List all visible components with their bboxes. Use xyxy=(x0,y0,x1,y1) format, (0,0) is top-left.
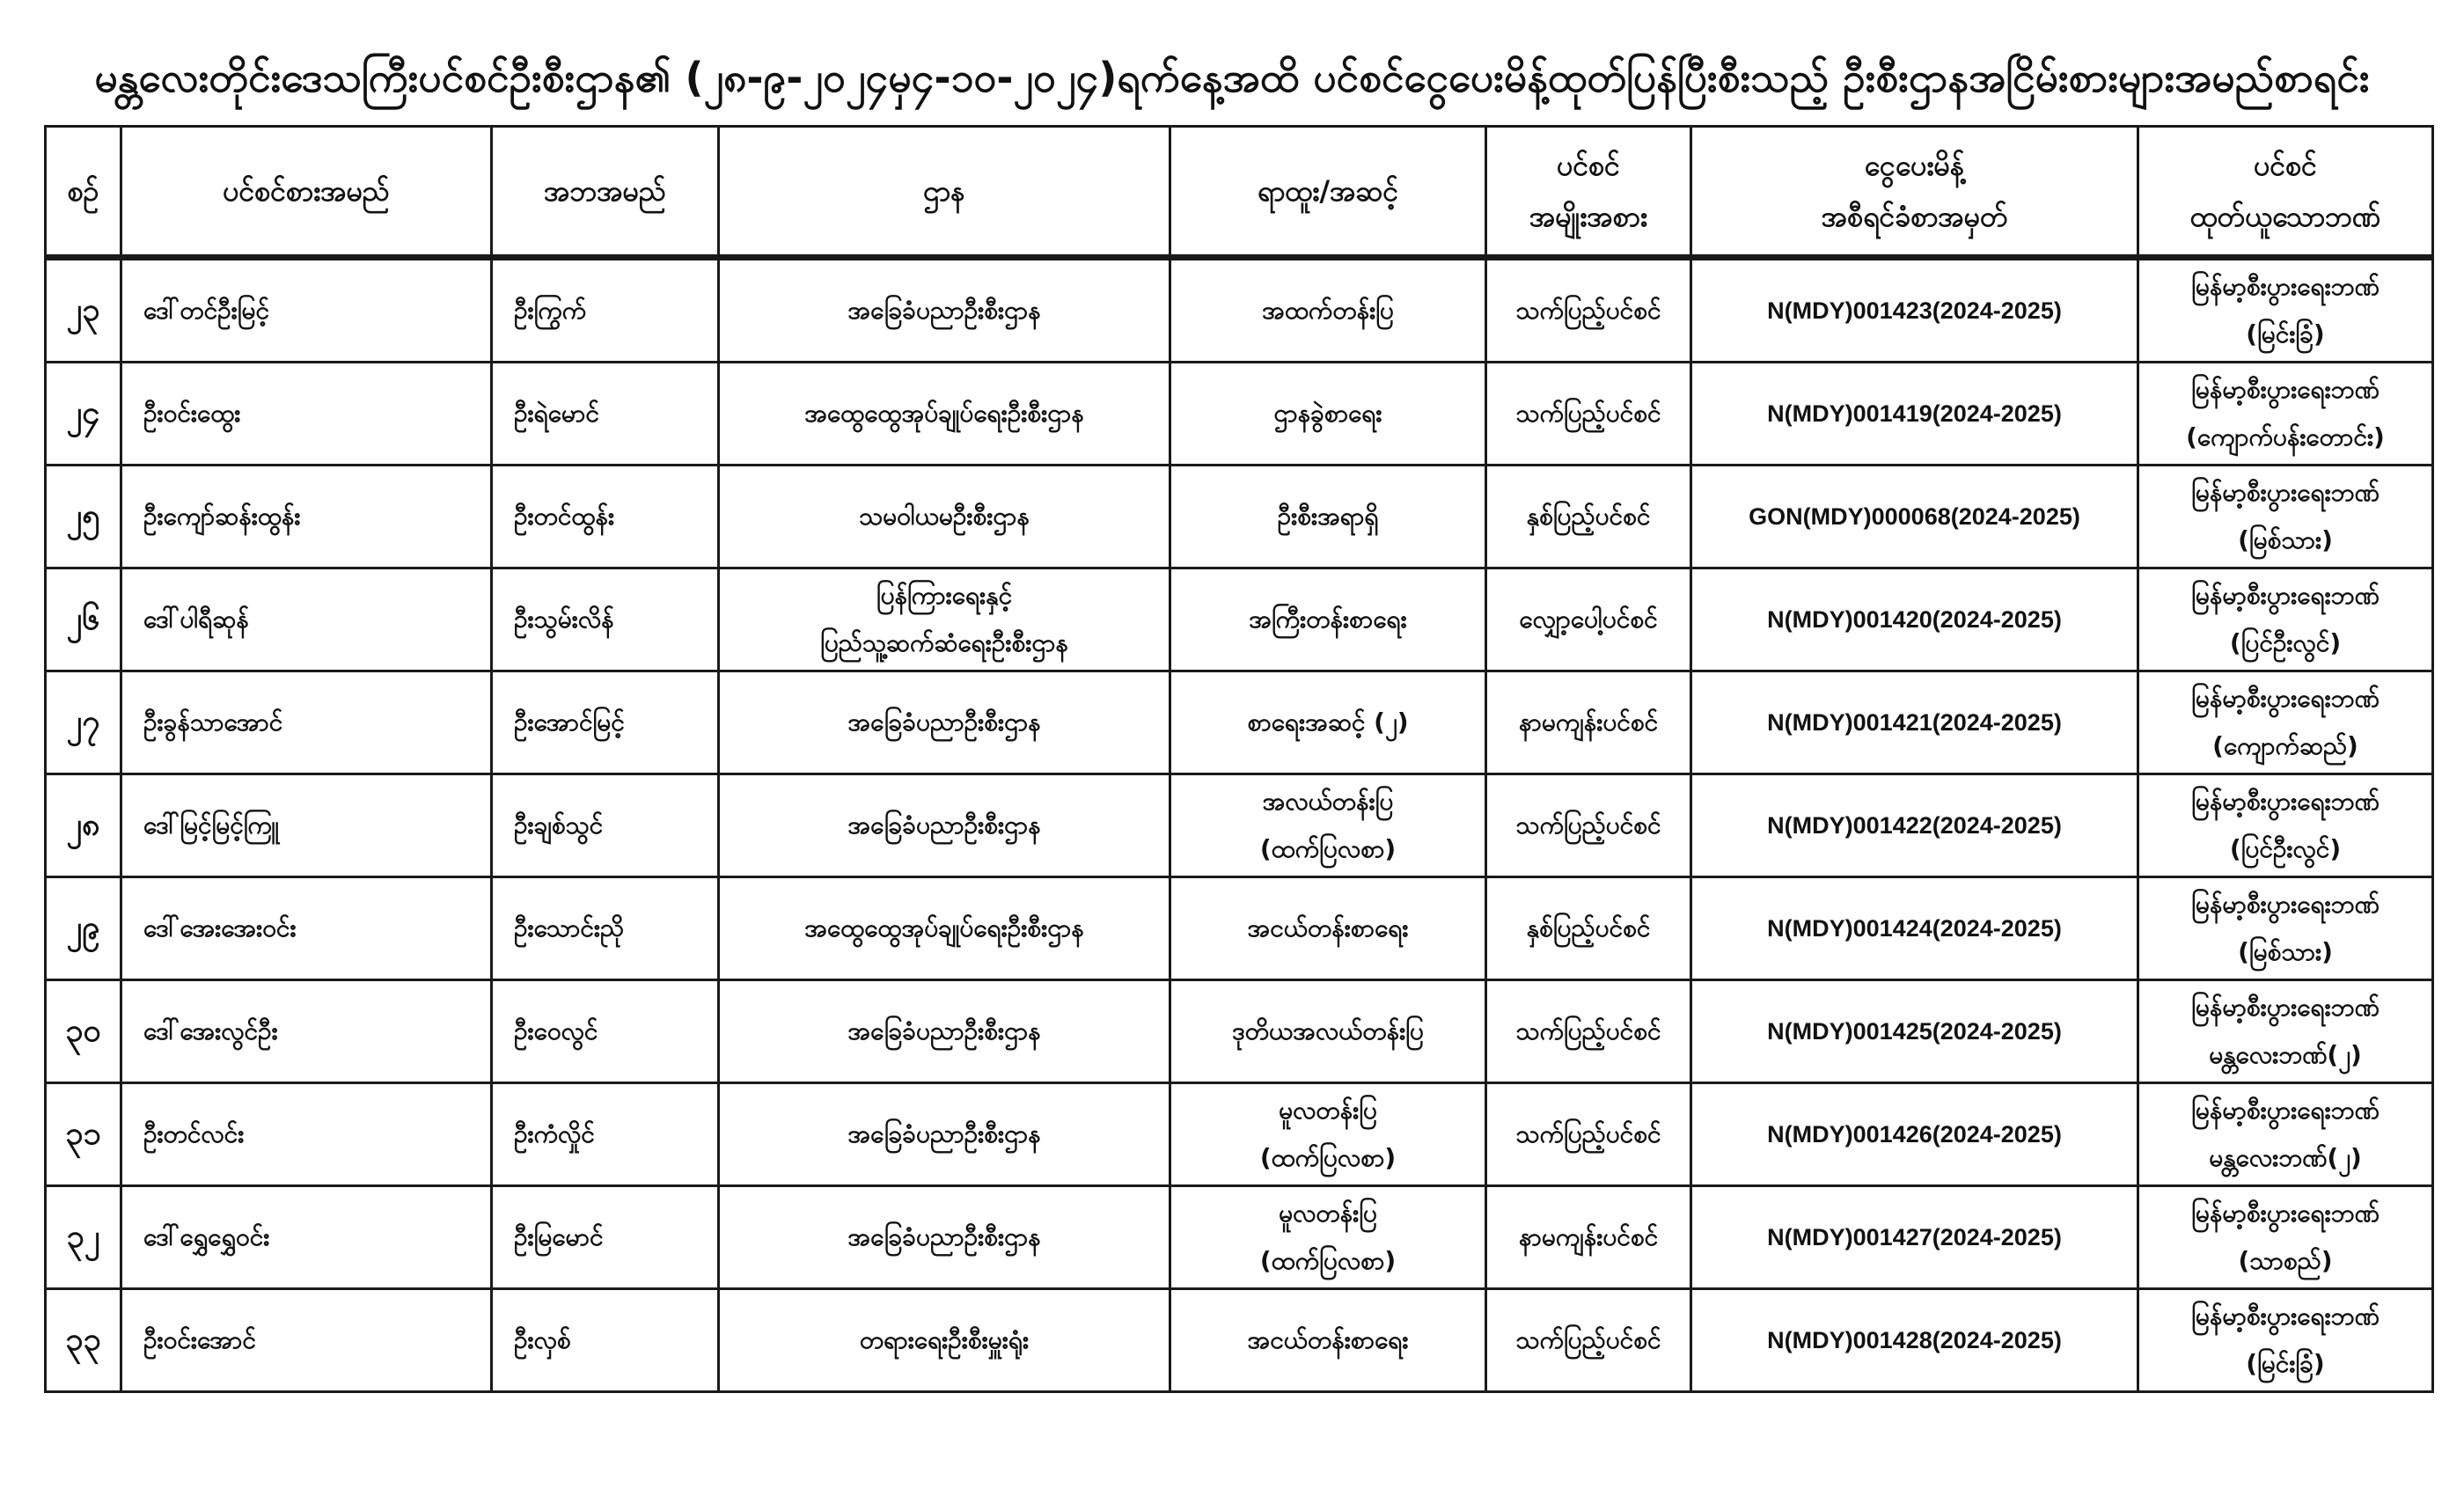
cell-no xyxy=(46,980,121,1083)
cell-no-line: ၃၂ xyxy=(66,1219,100,1255)
cell-rank-line: (ထက်ပြလစာ) xyxy=(1259,1246,1397,1275)
cell-bank xyxy=(2138,363,2433,466)
cell-reg-line: N(MDY)001420(2024-2025) xyxy=(1767,606,2062,633)
cell-name-line: ဒေါ်အေးအေးဝင်း xyxy=(143,913,297,942)
table-row xyxy=(46,1186,2433,1289)
cell-type xyxy=(1486,466,1691,568)
cell-bank-line: (ကျောက်ဆည်) xyxy=(2212,731,2358,760)
cell-no xyxy=(46,363,121,466)
cell-bank xyxy=(2138,1186,2433,1289)
cell-no xyxy=(46,877,121,980)
cell-reg xyxy=(1691,363,2138,466)
cell-reg-line: GON(MDY)000068(2024-2025) xyxy=(1749,503,2080,530)
cell-rank xyxy=(1170,568,1486,671)
cell-type xyxy=(1486,774,1691,877)
cell-father-line: ဦးချစ်သွင် xyxy=(514,810,604,840)
cell-reg xyxy=(1691,980,2138,1083)
cell-dept-line: သမဝါယမဦးစီးဌာန xyxy=(859,502,1030,531)
header-name: ပင်စင်စားအမည် xyxy=(121,127,492,258)
cell-reg-line: N(MDY)001428(2024-2025) xyxy=(1767,1327,2062,1353)
cell-bank xyxy=(2138,258,2433,363)
cell-name xyxy=(121,258,492,363)
cell-name xyxy=(121,1289,492,1392)
cell-reg xyxy=(1691,774,2138,877)
table-body xyxy=(46,258,2433,1392)
cell-name-line: ဒေါ်ပါရီဆုန် xyxy=(143,605,249,634)
cell-no-line: ၂၇ xyxy=(66,704,100,740)
cell-rank-line: အထက်တန်းပြ xyxy=(1262,296,1394,325)
cell-reg xyxy=(1691,877,2138,980)
cell-father xyxy=(492,568,719,671)
pension-table xyxy=(44,125,2434,1393)
cell-bank xyxy=(2138,1083,2433,1186)
cell-dept-line: တရားရေးဦးစီးမှူးရုံး xyxy=(859,1325,1030,1354)
cell-no xyxy=(46,568,121,671)
cell-bank-line: မြန်မာ့စီးပွားရေးဘဏ် xyxy=(2191,1302,2380,1331)
cell-type-line: နှစ်ပြည့်ပင်စင် xyxy=(1526,502,1651,531)
cell-name xyxy=(121,466,492,568)
cell-rank-line: မူလတန်းပြ xyxy=(1279,1199,1377,1228)
cell-bank xyxy=(2138,671,2433,774)
cell-no xyxy=(46,1186,121,1289)
cell-dept xyxy=(719,1289,1170,1392)
cell-father xyxy=(492,980,719,1083)
cell-bank-line: (သာစည်) xyxy=(2238,1246,2333,1275)
cell-father-line: ဦးကံလှိုင် xyxy=(514,1119,595,1148)
cell-reg-line: N(MDY)001421(2024-2025) xyxy=(1767,709,2062,736)
cell-rank xyxy=(1170,671,1486,774)
header-type-line2: အမျိုးအစား xyxy=(1529,200,1648,233)
header-rank: ရာထူး/အဆင့် xyxy=(1170,127,1486,258)
header-row xyxy=(46,127,2433,258)
cell-dept xyxy=(719,568,1170,671)
cell-dept xyxy=(719,774,1170,877)
cell-rank-line: စာရေးအဆင့် (၂) xyxy=(1247,708,1409,737)
cell-bank xyxy=(2138,774,2433,877)
header-bank-line1: ပင်စင် xyxy=(2254,149,2317,182)
cell-father xyxy=(492,671,719,774)
header-bank-line2: ထုတ်ယူသောဘဏ် xyxy=(2189,200,2381,233)
cell-reg xyxy=(1691,258,2138,363)
cell-father-line: ဦးကြွက် xyxy=(514,296,587,325)
cell-dept xyxy=(719,877,1170,980)
cell-father xyxy=(492,1083,719,1186)
cell-bank-line: မြန်မာ့စီးပွားရေးဘဏ် xyxy=(2191,993,2380,1022)
cell-name-line: ဒေါ်မြင့်မြင့်ကြူ xyxy=(143,810,279,840)
cell-type xyxy=(1486,1083,1691,1186)
cell-dept xyxy=(719,1083,1170,1186)
cell-no-line: ၃၁ xyxy=(65,1116,101,1152)
cell-rank xyxy=(1170,466,1486,568)
cell-father xyxy=(492,1289,719,1392)
cell-type xyxy=(1486,1186,1691,1289)
cell-dept xyxy=(719,1186,1170,1289)
cell-bank-line: (မြစ်သား) xyxy=(2238,525,2333,554)
cell-name xyxy=(121,980,492,1083)
cell-name-line: ဦးဝင်းထွေး xyxy=(143,399,241,428)
cell-no xyxy=(46,1289,121,1392)
cell-dept-line: အခြေခံပညာဦးစီးဌာန xyxy=(847,1119,1041,1148)
cell-reg-line: N(MDY)001427(2024-2025) xyxy=(1767,1224,2062,1250)
cell-no xyxy=(46,671,121,774)
cell-rank-line: ဌာနခွဲစာရေး xyxy=(1273,399,1382,428)
cell-dept-line: အထွေထွေအုပ်ချုပ်ရေးဦးစီးဌာန xyxy=(804,399,1084,428)
cell-father xyxy=(492,258,719,363)
cell-reg-line: N(MDY)001423(2024-2025) xyxy=(1767,297,2062,324)
cell-dept-line: အခြေခံပညာဦးစီးဌာန xyxy=(847,708,1041,737)
cell-type xyxy=(1486,877,1691,980)
cell-dept xyxy=(719,258,1170,363)
table-row xyxy=(46,466,2433,568)
cell-rank xyxy=(1170,258,1486,363)
cell-name-line: ဦးကျော်ဆန်းထွန်း xyxy=(143,502,301,531)
cell-reg xyxy=(1691,1289,2138,1392)
cell-no-line: ၂၄ xyxy=(66,395,100,431)
cell-type-line: နာမကျန်းပင်စင် xyxy=(1518,1222,1659,1251)
cell-bank-line: (မြင်းခြံ) xyxy=(2246,319,2325,348)
cell-name-line: ဦးတင်လင်း xyxy=(143,1119,245,1148)
cell-no xyxy=(46,774,121,877)
cell-rank xyxy=(1170,980,1486,1083)
cell-type-line: လျှော့ပေါ့ပင်စင် xyxy=(1519,605,1658,634)
cell-father xyxy=(492,363,719,466)
cell-father-line: ဦးအောင်မြင့် xyxy=(514,708,625,737)
cell-rank-line: ဒုတိယအလယ်တန်းပြ xyxy=(1232,1016,1424,1045)
cell-bank-line: မြန်မာ့စီးပွားရေးဘဏ် xyxy=(2191,890,2380,919)
cell-no-line: ၂၃ xyxy=(66,292,100,328)
cell-name-line: ဦးဝင်းအောင် xyxy=(143,1325,256,1354)
cell-rank xyxy=(1170,774,1486,877)
header-reg-line1: ငွေပေးမိန့် xyxy=(1864,149,1965,182)
cell-rank-line: အငယ်တန်းစာရေး xyxy=(1247,913,1409,942)
cell-name-line: ဒေါ်တင်ဦးမြင့် xyxy=(143,296,270,325)
cell-father-line: ဦးလှစ် xyxy=(514,1325,571,1354)
cell-rank-line: အငယ်တန်းစာရေး xyxy=(1247,1325,1409,1354)
cell-reg xyxy=(1691,568,2138,671)
cell-bank-line: မြန်မာ့စီးပွားရေးဘဏ် xyxy=(2191,478,2380,507)
cell-father-line: ဦးသွမ်းလိန် xyxy=(514,605,614,634)
cell-reg xyxy=(1691,466,2138,568)
cell-bank xyxy=(2138,466,2433,568)
cell-type-line: သက်ပြည့်ပင်စင် xyxy=(1515,1325,1661,1354)
cell-bank-line: မြန်မာ့စီးပွားရေးဘဏ် xyxy=(2191,1096,2380,1125)
cell-reg xyxy=(1691,1186,2138,1289)
cell-father-line: ဦးရဲမောင် xyxy=(514,399,599,428)
cell-bank-line: မြန်မာ့စီးပွားရေးဘဏ် xyxy=(2191,787,2380,816)
cell-bank-line: (ပြင်ဦးလွင်) xyxy=(2229,628,2342,657)
document-title: မန္တလေးတိုင်းဒေသကြီးပင်စင်ဦးစီးဌာန၏ (၂၈-၉-၂၀၂၄မှ၄-၁၀-၂၀၂၄)ရက်နေ့အထိ ပင်စင်ငွေပေးမိန့်ထုတ်ပြန်ပြီးစီးသည့် ဦးစီးဌာနအငြိမ်းစားများအမည်စာရင်း xyxy=(94,54,2370,101)
cell-bank-line: မြန်မာ့စီးပွားရေးဘဏ် xyxy=(2191,375,2380,404)
cell-father-line: ဦးတင်ထွန်း xyxy=(514,502,615,531)
header-no: စဉ် xyxy=(46,127,121,258)
cell-bank-line: (ပြင်ဦးလွင်) xyxy=(2229,834,2342,863)
cell-dept-line: ပြည်သူ့ဆက်ဆံရေးဦးစီးဌာန xyxy=(820,628,1068,657)
cell-type-line: သက်ပြည့်ပင်စင် xyxy=(1515,1119,1661,1148)
cell-name xyxy=(121,363,492,466)
header-father: အဘအမည် xyxy=(492,127,719,258)
cell-dept-line: အခြေခံပညာဦးစီးဌာန xyxy=(847,296,1041,325)
cell-name-line: ဒေါ်အေးလွင်ဦး xyxy=(143,1016,278,1045)
cell-rank xyxy=(1170,1083,1486,1186)
header-bank xyxy=(2138,127,2433,258)
cell-type xyxy=(1486,568,1691,671)
cell-type-line: နှစ်ပြည့်ပင်စင် xyxy=(1526,913,1651,942)
cell-father-line: ဦးမြမောင် xyxy=(514,1222,604,1251)
cell-father xyxy=(492,1186,719,1289)
cell-type xyxy=(1486,363,1691,466)
header-dept: ဌာန xyxy=(719,127,1170,258)
cell-type xyxy=(1486,980,1691,1083)
cell-type-line: နာမကျန်းပင်စင် xyxy=(1518,708,1659,737)
cell-reg xyxy=(1691,671,2138,774)
table-row xyxy=(46,568,2433,671)
cell-type xyxy=(1486,258,1691,363)
cell-name xyxy=(121,774,492,877)
cell-bank xyxy=(2138,1289,2433,1392)
header-type xyxy=(1486,127,1691,258)
cell-rank xyxy=(1170,363,1486,466)
cell-dept-line: အခြေခံပညာဦးစီးဌာန xyxy=(847,810,1041,840)
cell-no xyxy=(46,466,121,568)
table-row xyxy=(46,363,2433,466)
cell-reg xyxy=(1691,1083,2138,1186)
cell-type-line: သက်ပြည့်ပင်စင် xyxy=(1515,296,1661,325)
cell-rank-line: (ထက်ပြလစာ) xyxy=(1259,1143,1397,1172)
cell-type xyxy=(1486,671,1691,774)
header-reg xyxy=(1691,127,2138,258)
cell-no-line: ၃၀ xyxy=(65,1013,101,1049)
table-row xyxy=(46,980,2433,1083)
cell-no-line: ၃၃ xyxy=(65,1322,101,1358)
cell-name xyxy=(121,877,492,980)
cell-dept xyxy=(719,980,1170,1083)
cell-dept-line: ပြန်ကြားရေးနှင့် xyxy=(876,581,1013,610)
table-row xyxy=(46,1083,2433,1186)
cell-bank-line: (ကျောက်ပန်းတောင်း) xyxy=(2186,422,2385,451)
cell-name xyxy=(121,1083,492,1186)
cell-bank xyxy=(2138,980,2433,1083)
cell-rank-line: မူလတန်းပြ xyxy=(1279,1096,1377,1125)
cell-bank-line: မြန်မာ့စီးပွားရေးဘဏ် xyxy=(2191,684,2380,713)
cell-rank-line: အလယ်တန်းပြ xyxy=(1262,787,1394,816)
cell-bank xyxy=(2138,568,2433,671)
header-type-line1: ပင်စင် xyxy=(1557,149,1620,182)
cell-type-line: သက်ပြည့်ပင်စင် xyxy=(1515,1016,1661,1045)
cell-dept-line: အခြေခံပညာဦးစီးဌာန xyxy=(847,1016,1041,1045)
cell-reg-line: N(MDY)001422(2024-2025) xyxy=(1767,812,2062,839)
cell-name xyxy=(121,568,492,671)
cell-dept xyxy=(719,363,1170,466)
cell-no xyxy=(46,258,121,363)
cell-rank xyxy=(1170,1289,1486,1392)
cell-name-line: ဦးခွန်သာအောင် xyxy=(143,708,283,737)
cell-name xyxy=(121,671,492,774)
header-reg-line2: အစီရင်ခံစာအမှတ် xyxy=(1821,200,2008,233)
cell-bank-line: မြန်မာ့စီးပွားရေးဘဏ် xyxy=(2191,272,2380,301)
cell-father-line: ဦးဝေလွင် xyxy=(514,1016,598,1045)
cell-bank-line: မြန်မာ့စီးပွားရေးဘဏ် xyxy=(2191,1199,2380,1228)
cell-reg-line: N(MDY)001419(2024-2025) xyxy=(1767,400,2062,427)
cell-rank xyxy=(1170,1186,1486,1289)
cell-dept xyxy=(719,466,1170,568)
table-row xyxy=(46,1289,2433,1392)
cell-type-line: သက်ပြည့်ပင်စင် xyxy=(1515,399,1661,428)
cell-bank-line: (မြင်းခြံ) xyxy=(2246,1349,2325,1378)
cell-type xyxy=(1486,1289,1691,1392)
cell-name xyxy=(121,1186,492,1289)
cell-father xyxy=(492,774,719,877)
cell-dept xyxy=(719,671,1170,774)
cell-reg-line: N(MDY)001424(2024-2025) xyxy=(1767,915,2062,942)
cell-bank-line: မန္တလေးဘဏ်(၂) xyxy=(2209,1143,2362,1172)
table-row xyxy=(46,258,2433,363)
table-row xyxy=(46,774,2433,877)
cell-bank-line: မြန်မာ့စီးပွားရေးဘဏ် xyxy=(2191,581,2380,610)
table-row xyxy=(46,877,2433,980)
cell-father-line: ဦးသောင်းညို xyxy=(514,913,625,942)
cell-no-line: ၂၉ xyxy=(66,910,100,946)
cell-no xyxy=(46,1083,121,1186)
cell-dept-line: အထွေထွေအုပ်ချုပ်ရေးဦးစီးဌာန xyxy=(804,913,1084,942)
cell-rank-line: (ထက်ပြလစာ) xyxy=(1259,834,1397,863)
cell-bank-line: မန္တလေးဘဏ်(၂) xyxy=(2209,1040,2362,1069)
cell-father xyxy=(492,877,719,980)
cell-rank xyxy=(1170,877,1486,980)
cell-rank-line: ဦးစီးအရာရှိ xyxy=(1277,502,1379,531)
cell-bank xyxy=(2138,877,2433,980)
cell-no-line: ၂၈ xyxy=(66,807,100,843)
cell-reg-line: N(MDY)001426(2024-2025) xyxy=(1767,1121,2062,1148)
cell-dept-line: အခြေခံပညာဦးစီးဌာန xyxy=(847,1222,1041,1251)
cell-father xyxy=(492,466,719,568)
cell-type-line: သက်ပြည့်ပင်စင် xyxy=(1515,810,1661,840)
cell-bank-line: (မြစ်သား) xyxy=(2238,937,2333,966)
cell-no-line: ၂၅ xyxy=(66,498,100,534)
table-row xyxy=(46,671,2433,774)
cell-name-line: ဒေါ်ရွှေရွှေဝင်း xyxy=(143,1222,270,1251)
cell-no-line: ၂၆ xyxy=(66,601,100,637)
cell-rank-line: အကြီးတန်းစာရေး xyxy=(1249,605,1407,634)
cell-reg-line: N(MDY)001425(2024-2025) xyxy=(1767,1018,2062,1045)
